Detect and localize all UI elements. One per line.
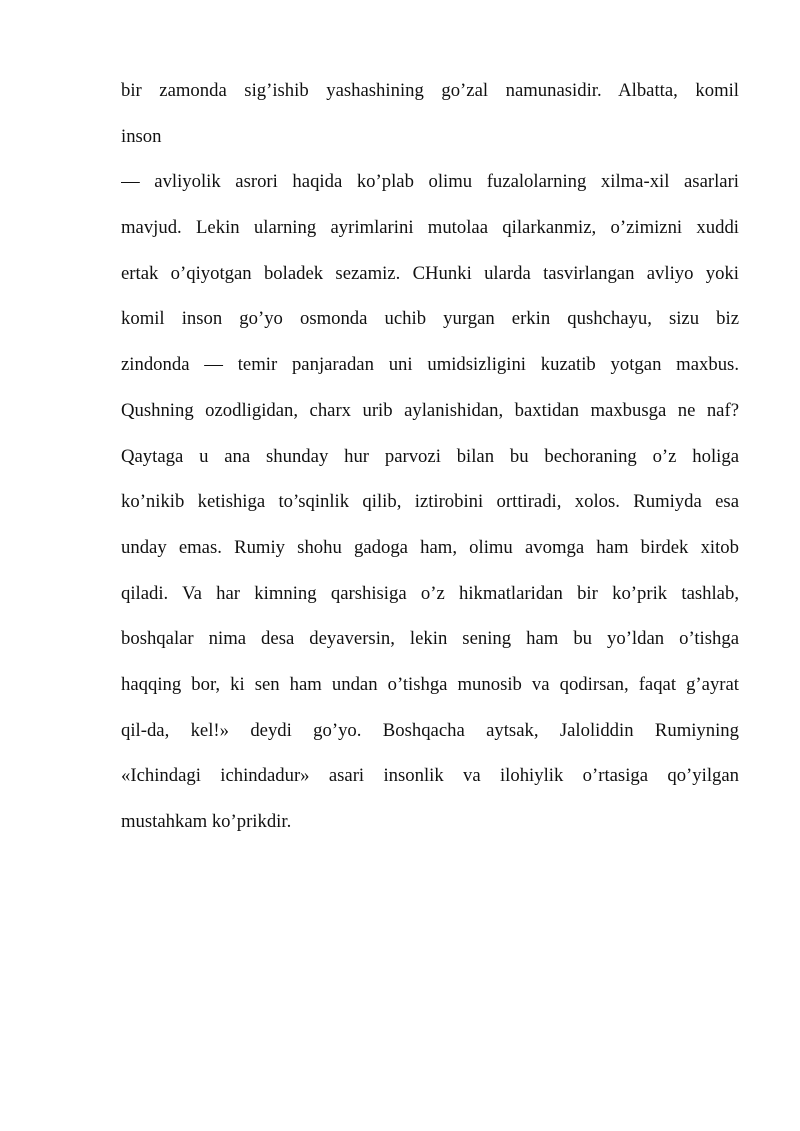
- text-line: mustahkam ko’prikdir.: [121, 811, 292, 832]
- text-line: ertak o’qiyotgan boladek sezamiz. CHunki ularda tasvirlangan avliyo yoki: [121, 262, 739, 284]
- text-line: mavjud. Lekin ularning ayrimlarini mutolaa qilarkanmiz, o’zimizni xuddi: [121, 217, 739, 239]
- text-line: inson: [121, 125, 162, 147]
- text-line: unday emas. Rumiy shohu gadoga ham, olimu avomga ham birdek xitob: [121, 536, 739, 558]
- text-line: Qushning ozodligidan, charx urib aylanishidan, baxtidan maxbusga ne naf?: [121, 399, 739, 421]
- text-line: «Ichindagi ichindadur» asari insonlik va ilohiylik o’rtasiga qo’yilgan: [121, 765, 739, 787]
- text-line: qiladi. Va har kimning qarshisiga o’z hikmatlaridan bir ko’prik tashlab,: [121, 582, 739, 604]
- text-line: haqqing bor, ki sen ham undan o’tishga munosib va qodirsan, faqat g’ayrat: [121, 673, 739, 695]
- body-text: [121, 68, 739, 845]
- text-line: — avliyolik asrori haqida ko’plab olimu fuzalolarning xilma-xil asarlari: [121, 171, 739, 193]
- text-line: bir zamonda sig’ishib yashashining go’zal namunasidir. Albatta, komil: [121, 80, 739, 101]
- text-line: ko’nikib ketishiga to’sqinlik qilib, iztirobini orttiradi, xolos. Rumiyda esa: [121, 491, 739, 513]
- text-line: Qaytaga u ana shunday hur parvozi bilan bu bechoraning o’z holiga: [121, 445, 739, 467]
- text-line: qil-da, kel!» deydi go’yo. Boshqacha aytsak, Jaloliddin Rumiyning: [121, 719, 739, 741]
- text-line: boshqalar nima desa deyaversin, lekin sening ham bu yo’ldan o’tishga: [121, 628, 739, 650]
- text-line: zindonda — temir panjaradan uni umidsizligini kuzatib yotgan maxbus.: [121, 354, 739, 376]
- text-line: komil inson go’yo osmonda uchib yurgan erkin qushchayu, sizu biz: [121, 308, 739, 330]
